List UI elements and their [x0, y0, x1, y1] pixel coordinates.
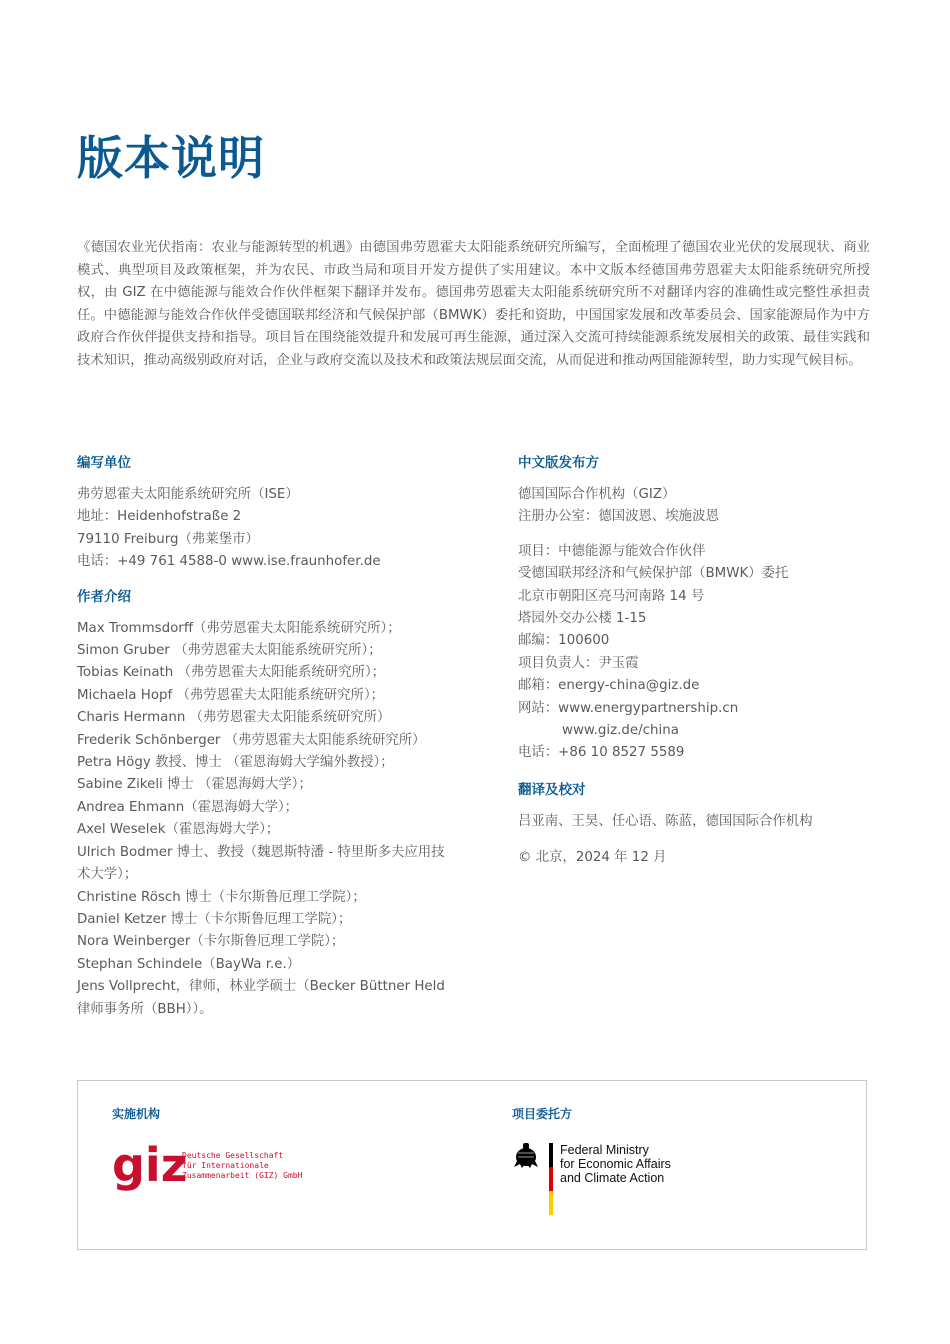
project-line: 邮编：100600: [518, 633, 610, 649]
author-item: Nora Weinberger（卡尔斯鲁厄理工学院）；: [77, 934, 345, 950]
giz-logo-graphic: [112, 1141, 312, 1197]
page-title: 版本说明: [77, 131, 265, 185]
project-email[interactable]: 邮箱：energy-china@giz.de: [518, 678, 700, 694]
author-item: Tobias Keinath （弗劳恩霍夫太阳能系统研究所）；: [77, 665, 386, 681]
flag-stripe-gold: [549, 1191, 553, 1215]
giz-name-line: Deutsche Gesellschaft: [182, 1151, 284, 1160]
author-item: Michaela Hopf （弗劳恩霍夫太阳能系统研究所）；: [77, 687, 385, 703]
author-item: Petra Högy 教授、博士 （霍恩海姆大学编外教授）；: [77, 755, 394, 771]
project-line: 受德国联邦经济和气候保护部（BMWK）委托: [518, 566, 789, 582]
giz-wordmark: giz: [112, 1141, 188, 1192]
author-item: Axel Weselek（霍恩海姆大学）；: [77, 822, 280, 838]
implementer-label: 实施机构: [112, 1107, 161, 1121]
author-item: Stephan Schindele（BayWa r.e.）: [77, 956, 301, 972]
giz-name-line: für Internationale: [182, 1161, 269, 1170]
footer-box: [77, 1080, 867, 1250]
giz-name-line: Zusammenarbeit (GIZ) GmbH: [182, 1171, 303, 1180]
editor-line: 79110 Freiburg（弗莱堡市）: [77, 531, 259, 547]
copyright-text: © 北京，2024 年 12 月: [518, 850, 667, 866]
project-website-2[interactable]: www.giz.de/china: [562, 723, 679, 739]
author-item: Andrea Ehmann（霍恩海姆大学）；: [77, 799, 299, 815]
eagle-icon: [514, 1143, 538, 1168]
flag-stripe-red: [549, 1167, 553, 1191]
author-item: Simon Gruber （弗劳恩霍夫太阳能系统研究所）；: [77, 643, 382, 659]
authors-heading: 作者介绍: [77, 588, 131, 605]
author-item: Charis Hermann （弗劳恩霍夫太阳能系统研究所）: [77, 710, 391, 726]
project-line: 项目负责人：尹玉霞: [518, 655, 639, 671]
author-item: Christine Rösch 博士（卡尔斯鲁厄理工学院）；: [77, 889, 366, 905]
editor-heading: 编写单位: [77, 455, 131, 471]
translation-text: 吕亚南、王昊、任心语、陈蓝，德国国际合作机构: [518, 813, 813, 829]
bmwk-logo: [514, 1141, 684, 1225]
authors-list: [77, 618, 457, 1021]
author-item: Jens Vollprecht，律师，林业学硕士（Becker Büttner Held 律师事务所（BBH））。: [77, 979, 445, 1017]
giz-logo: [112, 1141, 312, 1201]
project-line: 塔园外交办公楼 1-15: [518, 611, 647, 627]
author-item: Ulrich Bodmer 博士、教授（魏恩斯特潘 - 特里斯多夫应用技术大学）；: [77, 844, 445, 883]
publisher-line: 德国国际合作机构（GIZ）: [518, 487, 676, 502]
author-item: Sabine Zikeli 博士 （霍恩海姆大学）；: [77, 777, 312, 793]
author-item: Frederik Schönberger （弗劳恩霍夫太阳能系统研究所）: [77, 732, 426, 748]
left-column: [77, 452, 497, 1021]
publisher-heading: 中文版发布方: [518, 455, 599, 471]
project-line: 北京市朝阳区亮马河南路 14 号: [518, 588, 705, 604]
bmwk-name-line: for Economic Affairs: [560, 1157, 671, 1171]
project-line: 项目：中德能源与能效合作伙伴: [518, 543, 706, 559]
commissioner-label: 项目委托方: [512, 1107, 573, 1121]
right-column: [518, 452, 898, 870]
editor-line: 弗劳恩霍夫太阳能系统研究所（ISE）: [77, 487, 299, 502]
author-item: Daniel Ketzer 博士（卡尔斯鲁厄理工学院）；: [77, 911, 352, 927]
intro-paragraph: 《德国农业光伏指南：农业与能源转型的机遇》由德国弗劳恩霍夫太阳能系统研究所编写，全面梳理了德国农业光伏的发展现状、商业模式、典型项目及政策框架，并为农民、市政当局和项目开发方提供了实用建议。本中文版本经德国弗劳恩霍夫太阳能系统研究所授权，由 GIZ 在中德能源与能效合作伙伴框架下翻译并发布。德国弗劳恩霍夫太阳能系统研究所不对翻译内容的准确性或完整性承担责任。中德能源与能效合作伙伴受德国联邦经济和气候保护部（BMWK）委托和资助，中国国家发展和改革委员会、国家能源局作为中方政府合作伙伴提供支持和指导。项目旨在围绕能效提升和发展可再生能源，通过深入交流可持续能源系统发展相关的政策、最佳实践和技术知识，推动高级别政府对话，企业与政府交流以及技术和政策法规层面交流，从而促进和推动两国能源转型，助力实现气候目标。: [77, 240, 870, 368]
bmwk-name-line: Federal Ministry: [560, 1143, 649, 1157]
publisher-line: 注册办公室：德国波恩、埃施波恩: [518, 509, 719, 525]
bmwk-logo-graphic: [514, 1141, 684, 1221]
editor-line: 电话：+49 761 4588-0 www.ise.fraunhofer.de: [77, 554, 381, 570]
author-item: Max Trommsdorff（弗劳恩霍夫太阳能系统研究所）；: [77, 620, 401, 636]
project-website[interactable]: 网站：www.energypartnership.cn: [518, 700, 739, 716]
flag-stripe-black: [549, 1143, 553, 1167]
translation-heading: 翻译及校对: [518, 781, 586, 798]
editor-line: 地址：Heidenhofstraße 2: [77, 509, 242, 525]
bmwk-name-line: and Climate Action: [560, 1171, 665, 1185]
editor-lines: [77, 484, 497, 574]
project-phone: 电话：+86 10 8527 5589: [518, 745, 685, 761]
publisher-org-lines: [518, 484, 898, 529]
publisher-project-lines: [518, 541, 898, 765]
